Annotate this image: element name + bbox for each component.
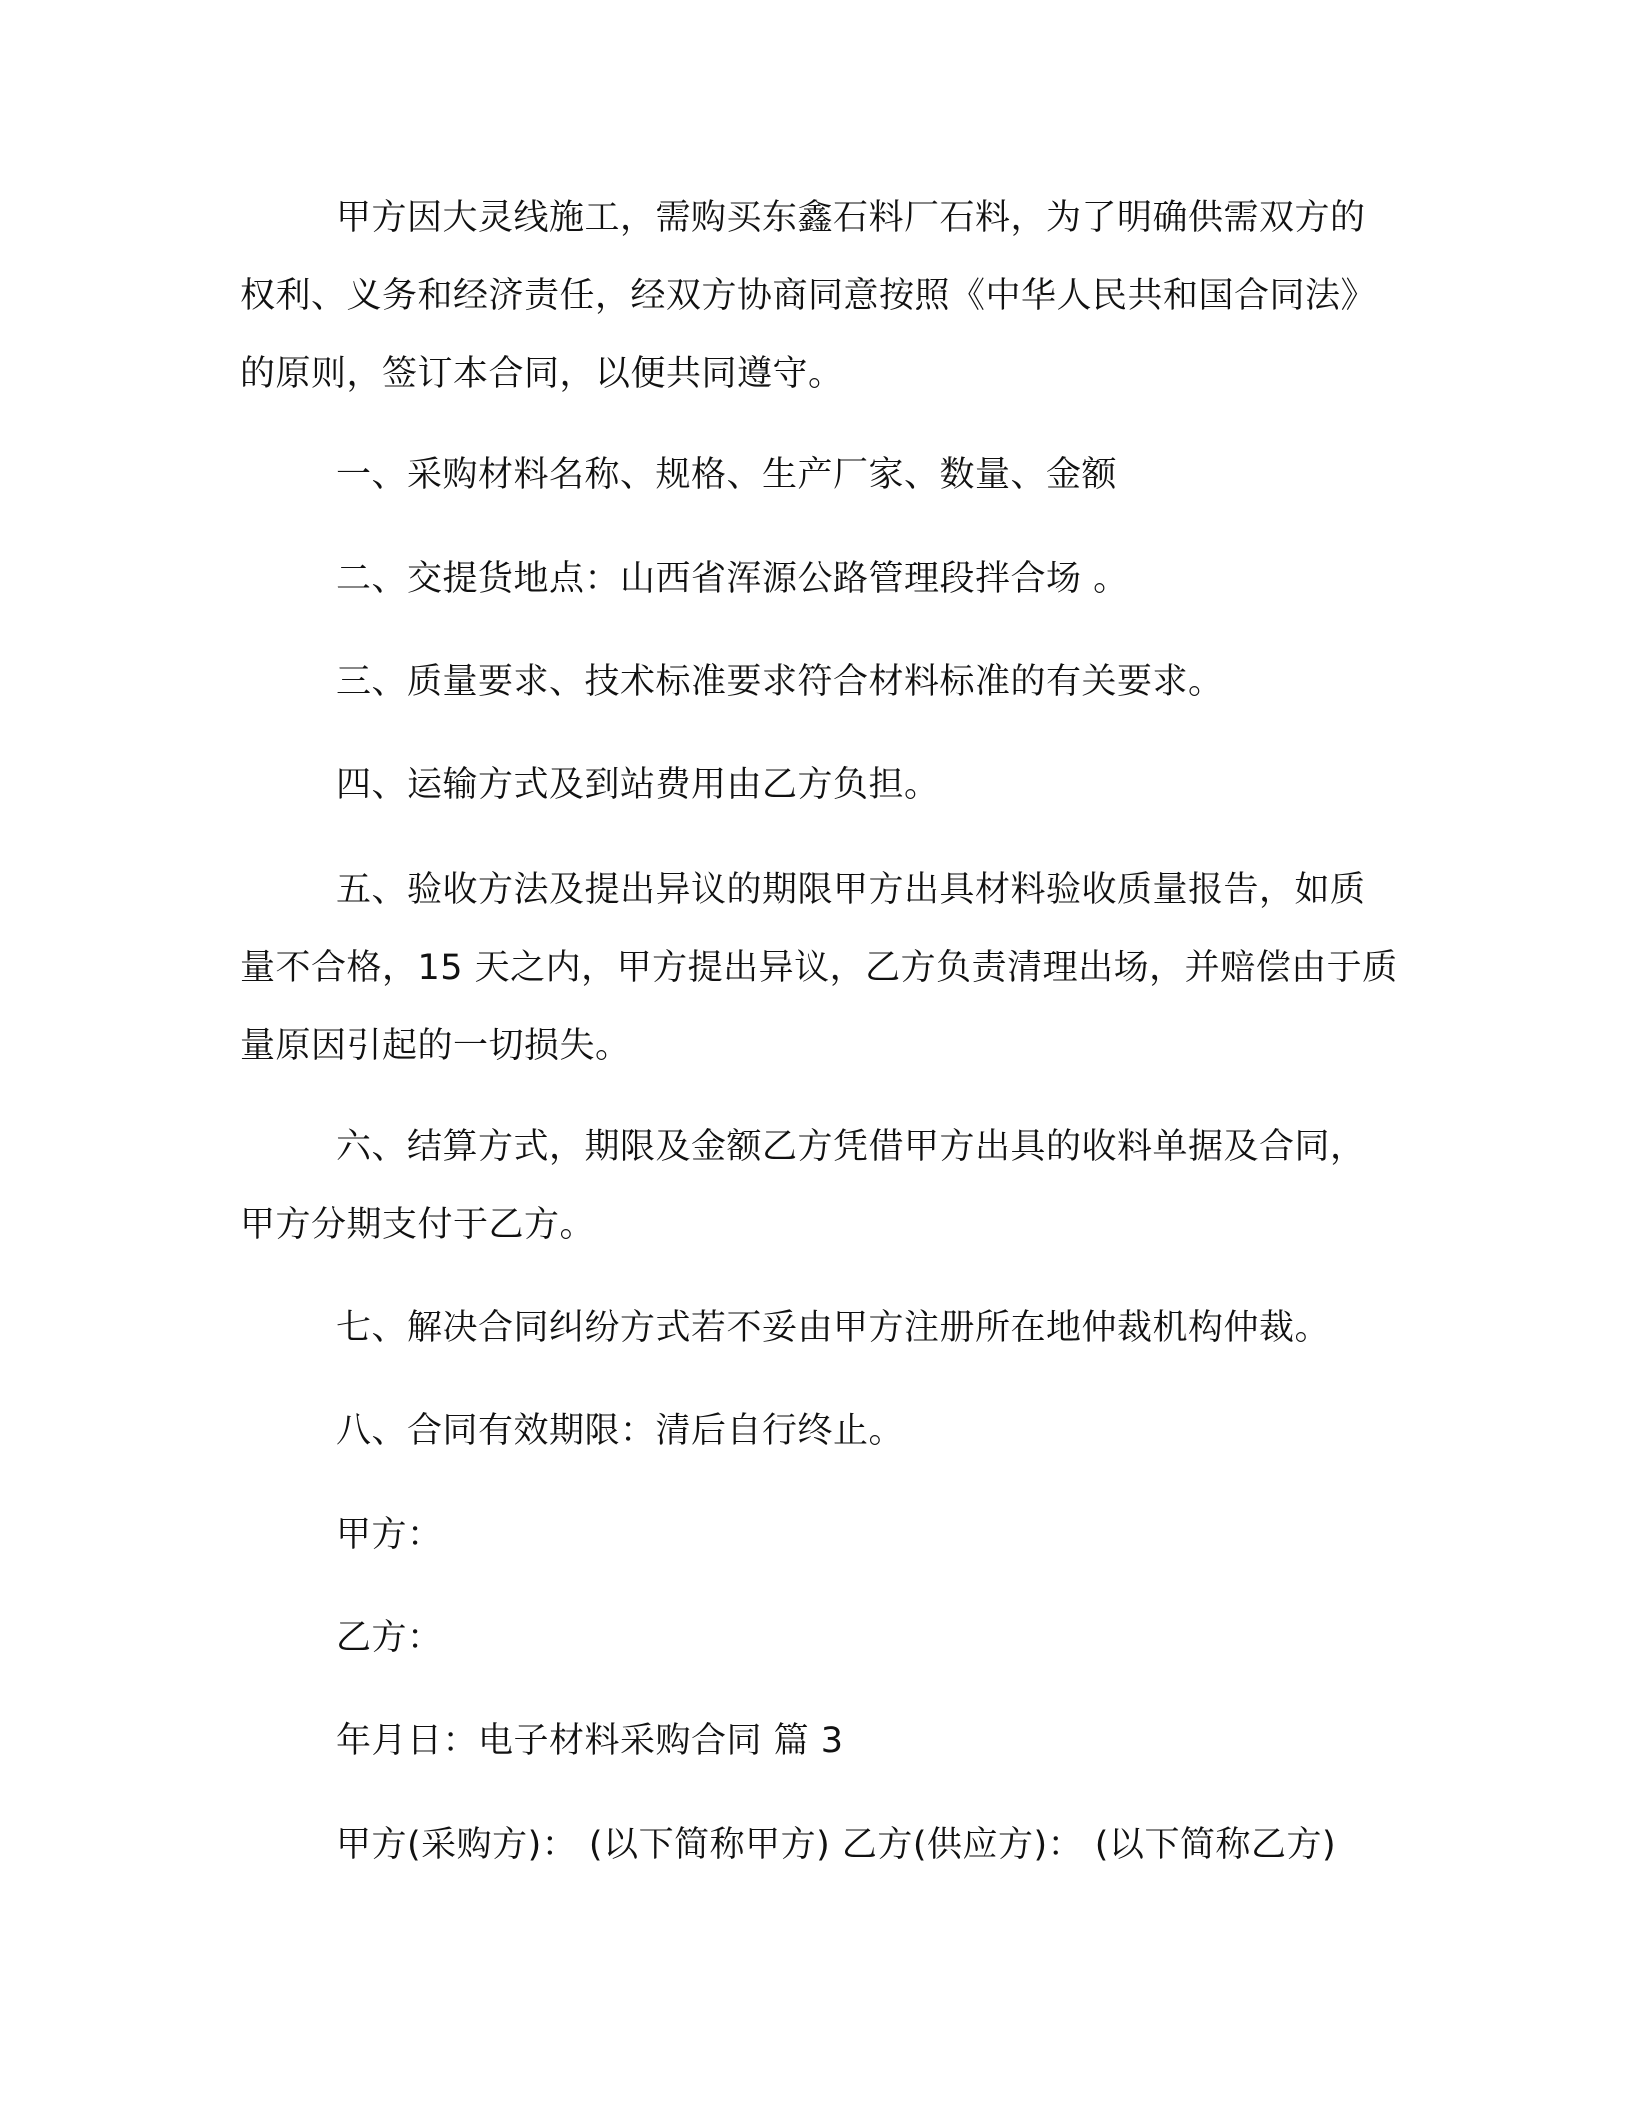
clause-5: 五、验收方法及提出异议的期限甲方出具材料验收质量报告，如质量不合格，15 天之内，甲方提出异议，乙方负责清理出场，并赔偿由于质量原因引起的一切损失。 [240,870,1398,1066]
clause-8: 八、合同有效期限：清后自行终止。 [336,1411,905,1451]
clause-6: 六、结算方式，期限及金额乙方凭借甲方出具的收料单据及合同，甲方分期支付于乙方。 [240,1127,1366,1245]
clause-1: 一、采购材料名称、规格、生产厂家、数量、金额 [336,455,1118,495]
clause-7: 七、解决合同纠纷方式若不妥由甲方注册所在地仲裁机构仲裁。 [336,1308,1331,1348]
party-b-label: 乙方： [336,1618,443,1658]
intro-paragraph: 甲方因大灵线施工，需购买东鑫石料厂石料，为了明确供需双方的权利、义务和经济责任，经双方协商同意按照《中华人民共和国合同法》的原则，签订本合同，以便共同遵守。 [240,198,1377,394]
party-a-label: 甲方： [336,1515,443,1555]
clause-2: 二、交提货地点：山西省浑源公路管理段拌合场 。 [336,559,1129,599]
clause-3: 三、质量要求、技术标准要求符合材料标准的有关要求。 [336,662,1224,702]
parties-definition-line: 甲方(采购方)： (以下简称甲方) 乙方(供应方)： (以下简称乙方) [336,1825,1337,1865]
clause-4: 四、运输方式及到站费用由乙方负担。 [336,765,940,805]
date-and-title-line: 年月日：电子材料采购合同 篇 3 [336,1721,844,1761]
